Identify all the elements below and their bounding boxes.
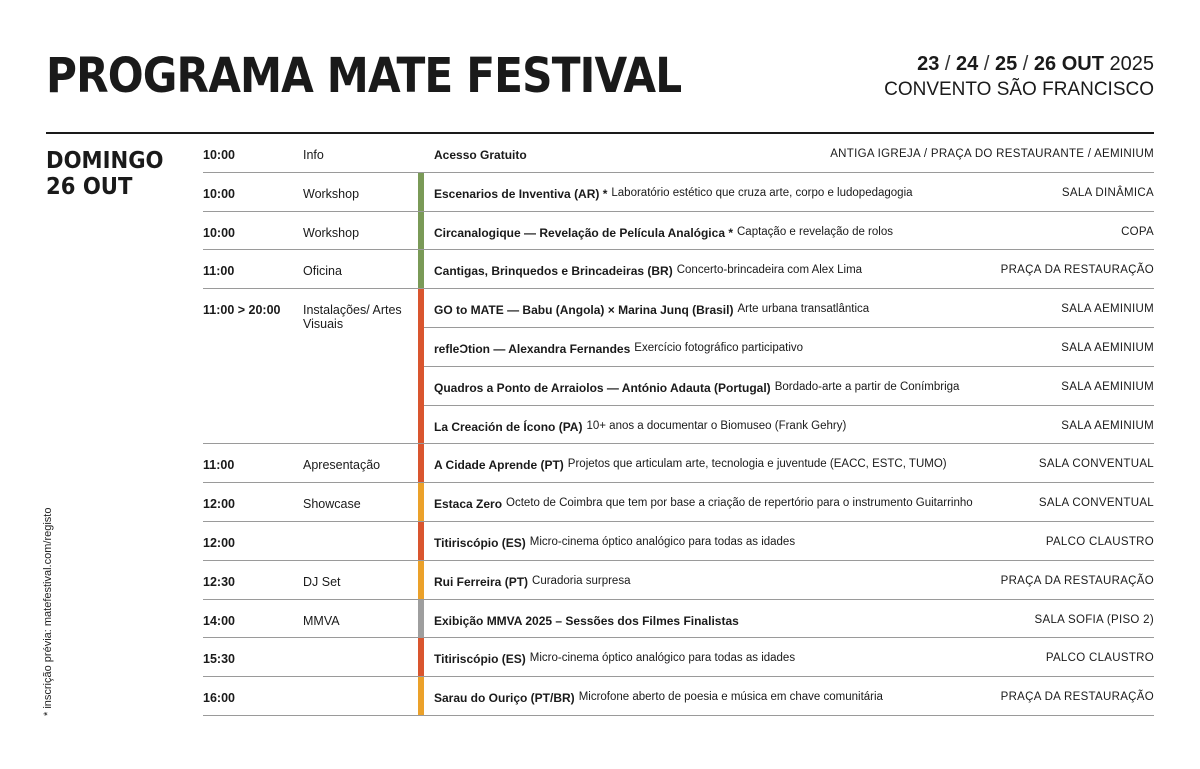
- event-description: Micro-cinema óptico analógico para todas as idades: [529, 535, 796, 548]
- schedule-row: [203, 522, 1154, 561]
- event-location: COPA: [1121, 225, 1154, 238]
- schedule-row: [203, 638, 1154, 677]
- date-24: 24: [956, 53, 979, 75]
- event-title: Sarau do Ouriço (PT/BR): [434, 691, 575, 706]
- event-category: [303, 328, 418, 367]
- event-content: [424, 134, 830, 172]
- event-content: [424, 677, 1001, 715]
- event-category: MMVA: [303, 613, 340, 628]
- date-23: 23: [917, 53, 940, 75]
- schedule-row: [203, 677, 1154, 716]
- event-category: Apresentação: [303, 458, 381, 473]
- schedule-row: [203, 328, 1154, 367]
- event-description: Captação e revelação de rolos: [737, 225, 893, 238]
- day-weekday: DOMINGO: [46, 148, 164, 174]
- event-location: PRAÇA DA RESTAURAÇÃO: [1000, 691, 1154, 704]
- event-location: SALA DINÂMICA: [1061, 186, 1154, 199]
- event-content: [424, 328, 1061, 367]
- event-location: PALCO CLAUSTRO: [1045, 535, 1154, 548]
- event-category: [303, 406, 418, 444]
- event-time: 10:00: [203, 225, 235, 240]
- event-title: A Cidade Aprende (PT): [434, 458, 564, 473]
- schedule-row: [203, 600, 1154, 639]
- event-category: [303, 522, 418, 560]
- event-time: 10:00: [203, 186, 235, 201]
- event-title: Exibição MMVA 2025 – Sessões dos Filmes Finalistas: [434, 613, 739, 628]
- event-time: 12:00: [203, 497, 235, 512]
- event-content: [424, 173, 1062, 211]
- event-content: [424, 406, 1061, 444]
- event-location: SALA AEMINIUM: [1061, 419, 1154, 432]
- schedule-row: [203, 561, 1154, 600]
- event-title: Escenarios de Inventiva (AR) *: [434, 186, 608, 201]
- event-time: [203, 367, 303, 406]
- event-content: [424, 289, 1061, 328]
- event-title: GO to MATE — Babu (Angola) × Marina Junq (Brasil): [434, 303, 734, 318]
- event-content: [424, 212, 1121, 250]
- event-content: [424, 638, 1046, 676]
- event-description: Projetos que articulam arte, tecnologia e juventude (EACC, ESTC, TUMO): [567, 458, 947, 471]
- event-time: 11:00 > 20:00: [203, 303, 281, 318]
- registration-note: * inscrição prévia: matefestival.com/registo: [42, 507, 54, 716]
- event-time: 12:30: [203, 574, 235, 589]
- event-description: Laboratório estético que cruza arte, corpo e ludopedagogia: [611, 186, 913, 199]
- event-title: Cantigas, Brinquedos e Brincadeiras (BR): [434, 264, 673, 279]
- event-title: Circanalogique — Revelação de Película Analógica *: [434, 225, 733, 240]
- event-content: [424, 561, 1001, 599]
- schedule-row: [203, 212, 1154, 251]
- schedule-row: [203, 289, 1154, 332]
- schedule-row: [203, 250, 1154, 289]
- event-content: [424, 367, 1061, 406]
- event-time: 10:00: [203, 148, 235, 162]
- event-location: SALA AEMINIUM: [1061, 289, 1154, 328]
- schedule-row: [203, 406, 1154, 445]
- event-location: SALA AEMINIUM: [1061, 328, 1154, 367]
- event-location: ANTIGA IGREJA / PRAÇA DO RESTAURANTE / AEMINIUM: [830, 148, 1154, 160]
- festival-dates: [884, 52, 1154, 102]
- event-title: Rui Ferreira (PT): [434, 574, 529, 589]
- event-location: SALA CONVENTUAL: [1038, 497, 1154, 510]
- event-time: 12:00: [203, 535, 235, 550]
- schedule-row: [203, 483, 1154, 522]
- day-heading: [46, 148, 164, 200]
- schedule-row: [203, 444, 1154, 483]
- event-title: Titiriscópio (ES): [434, 535, 526, 550]
- date-year: 2025: [1109, 53, 1154, 75]
- page-title: PROGRAMA MATE FESTIVAL: [46, 48, 682, 104]
- event-category: Showcase: [303, 497, 361, 512]
- event-description: Arte urbana transatlântica: [737, 303, 870, 316]
- schedule-row: [203, 173, 1154, 212]
- event-description: Concerto-brincadeira com Alex Lima: [676, 264, 863, 277]
- date-separator: /: [983, 53, 990, 75]
- day-date: 26 OUT: [46, 174, 133, 200]
- event-description: Microfone aberto de poesia e música em chave comunitária: [578, 691, 883, 704]
- schedule-row: [203, 367, 1154, 406]
- event-time: 14:00: [203, 613, 235, 628]
- event-location: SALA CONVENTUAL: [1038, 458, 1154, 471]
- event-time: 11:00: [203, 458, 235, 473]
- event-title: Quadros a Ponto de Arraiolos — António Adauta (Portugal): [434, 380, 771, 395]
- event-content: [424, 522, 1046, 560]
- event-category: Oficina: [303, 264, 342, 279]
- event-title: refleϽtion — Alexandra Fernandes: [434, 341, 631, 356]
- event-category: Instalações/ Artes Visuais: [303, 303, 402, 332]
- event-category: DJ Set: [303, 574, 341, 589]
- event-description: Octeto de Coimbra que tem por base a criação de repertório para o instrumento Guitarrinho: [506, 497, 973, 510]
- event-content: [424, 483, 1039, 521]
- event-content: [424, 600, 1035, 638]
- event-title: Titiriscópio (ES): [434, 652, 526, 667]
- date-separator: /: [1022, 53, 1029, 75]
- event-content: [424, 444, 1039, 482]
- event-location: PRAÇA DA RESTAURAÇÃO: [1000, 574, 1154, 587]
- event-time: 15:30: [203, 652, 235, 667]
- event-category: Workshop: [303, 186, 360, 201]
- event-title: Estaca Zero: [434, 497, 503, 512]
- event-category: Info: [303, 148, 324, 162]
- schedule-table: [203, 134, 1154, 716]
- event-category: [303, 677, 418, 715]
- event-time: [203, 406, 303, 444]
- event-description: 10+ anos a documentar o Biomuseo (Frank Gehry): [586, 419, 847, 432]
- event-category: Workshop: [303, 225, 360, 240]
- venue-name: CONVENTO SÃO FRANCISCO: [884, 79, 1154, 100]
- event-category: [303, 367, 418, 406]
- event-location: PRAÇA DA RESTAURAÇÃO: [1000, 264, 1154, 277]
- event-title: Acesso Gratuito: [434, 148, 527, 162]
- event-content: [424, 250, 1001, 288]
- event-time: 16:00: [203, 691, 235, 706]
- event-location: SALA SOFIA (PISO 2): [1034, 613, 1154, 626]
- date-25: 25: [994, 53, 1018, 75]
- event-time: 11:00: [203, 264, 235, 279]
- event-location: SALA AEMINIUM: [1061, 367, 1154, 406]
- event-description: Bordado-arte a partir de Conímbriga: [774, 380, 960, 393]
- event-description: Micro-cinema óptico analógico para todas as idades: [529, 652, 796, 665]
- event-description: Curadoria surpresa: [532, 574, 631, 587]
- schedule-row: [203, 134, 1154, 173]
- event-time: [203, 328, 303, 367]
- date-separator: /: [944, 53, 951, 75]
- event-location: PALCO CLAUSTRO: [1045, 652, 1154, 665]
- date-26: 26 OUT: [1033, 53, 1104, 75]
- event-title: La Creación de Ícono (PA): [434, 419, 583, 434]
- event-category: [303, 638, 418, 676]
- event-description: Exercício fotográfico participativo: [634, 341, 804, 354]
